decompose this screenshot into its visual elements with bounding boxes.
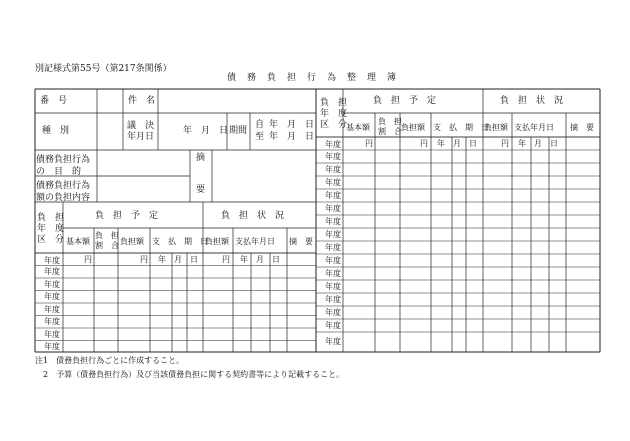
right-year-label: 年度: [325, 230, 341, 239]
right-row1-base-yen: 円: [365, 139, 373, 148]
right-burden-ratio-label: 負 担 割 合: [378, 117, 402, 136]
right-year-label: 年度: [325, 217, 341, 226]
right-burden-year-label: 負 担 年 度 区 分: [320, 98, 348, 130]
left-plan-header: 負 担 予 定: [95, 211, 159, 221]
right-year-label: 年度: [325, 308, 341, 317]
number-label: 番 号: [40, 96, 68, 106]
right-row1-status-yen: 円: [501, 139, 509, 148]
left-row1-status-date: 年 月 日: [240, 255, 280, 264]
right-year-label: 年度: [325, 337, 341, 346]
purpose-label: 債務負担行為 の 目 的: [36, 155, 91, 177]
period-from-date: 年 月 日: [269, 120, 315, 130]
left-status-burden-amount-label: 負担額: [205, 237, 229, 246]
right-payment-date-label: 支 払 期 日: [433, 123, 489, 132]
left-year-label: 年度: [44, 342, 60, 351]
name-label: 件 名: [128, 96, 156, 106]
left-year-label: 年度: [44, 267, 60, 276]
right-year-label: 年度: [325, 152, 341, 161]
right-status-header: 負 担 状 況: [500, 96, 564, 106]
right-status-payment-date-label: 支払年月日: [514, 123, 554, 132]
right-year-label: 年度: [325, 165, 341, 174]
period-to-label: 至: [255, 132, 265, 142]
left-base-amount-label: 基本額: [66, 237, 90, 246]
right-row1-payment-date: 年 月 日: [437, 139, 477, 148]
left-status-header: 負 担 状 況: [221, 211, 285, 221]
left-year-label: 年度: [44, 305, 60, 314]
left-row1-burden-yen: 円: [140, 255, 148, 264]
left-year-label: 年度: [44, 280, 60, 289]
right-row1-burden-yen: 円: [420, 139, 428, 148]
left-burden-amount-label: 負担額: [120, 237, 144, 246]
left-year-label: 年度: [44, 292, 60, 301]
period-to-date: 年 月 日: [269, 132, 315, 142]
right-year-label: 年度: [325, 178, 341, 187]
left-burden-ratio-label: 負 担 割 合: [95, 231, 119, 250]
resolution-date-label: 議 決 年月日: [127, 121, 155, 142]
resolution-date: 年 月 日: [183, 126, 229, 136]
right-row1-status-date: 年 月 日: [518, 139, 558, 148]
left-year-label: 年度: [44, 317, 60, 326]
form-reference: 別記様式第55号（第217条関係）: [35, 64, 172, 74]
right-burden-amount-label: 負担額: [401, 123, 425, 132]
right-plan-header: 負 担 予 定: [373, 96, 437, 106]
left-row1-year: 年度: [44, 256, 60, 265]
left-year-label: 年度: [44, 330, 60, 339]
left-row1-base-yen: 円: [84, 255, 92, 264]
right-year-label: 年度: [325, 282, 341, 291]
right-remarks-label: 摘 要: [570, 123, 594, 132]
right-year-label: 年度: [325, 204, 341, 213]
right-status-burden-amount-label: 負担額: [484, 123, 508, 132]
right-row1-year: 年度: [325, 140, 341, 149]
note-2: 2 予算（債務負担行為）及び当該債務負担に関する契約書等により記載すること。: [35, 370, 345, 379]
form-title: 債 務 負 担 行 為 整 理 簿: [227, 73, 398, 83]
left-row1-payment-date: 年 月 日: [158, 255, 198, 264]
left-payment-date-label: 支 払 期 日: [152, 237, 208, 246]
right-year-label: 年度: [325, 295, 341, 304]
left-row1-status-yen: 円: [222, 255, 230, 264]
note-1: 注1 債務負担行為ごとに作成すること。: [35, 356, 185, 365]
left-burden-year-label: 負 担 年 度 区 分: [37, 213, 65, 245]
right-year-label: 年度: [325, 256, 341, 265]
right-base-amount-label: 基本額: [346, 123, 370, 132]
right-year-label: 年度: [325, 269, 341, 278]
summary-label: 摘 要: [196, 153, 206, 195]
right-year-label: 年度: [325, 321, 341, 330]
right-year-label: 年度: [325, 243, 341, 252]
left-remarks-label: 摘 要: [289, 237, 313, 246]
type-label: 種 別: [42, 126, 70, 136]
content-label: 債務負担行為 額の負担内容: [36, 181, 91, 203]
period-label: 期間: [229, 126, 248, 136]
left-status-payment-date-label: 支払年月日: [235, 237, 275, 246]
right-year-label: 年度: [325, 191, 341, 200]
period-from-label: 自: [255, 120, 265, 130]
